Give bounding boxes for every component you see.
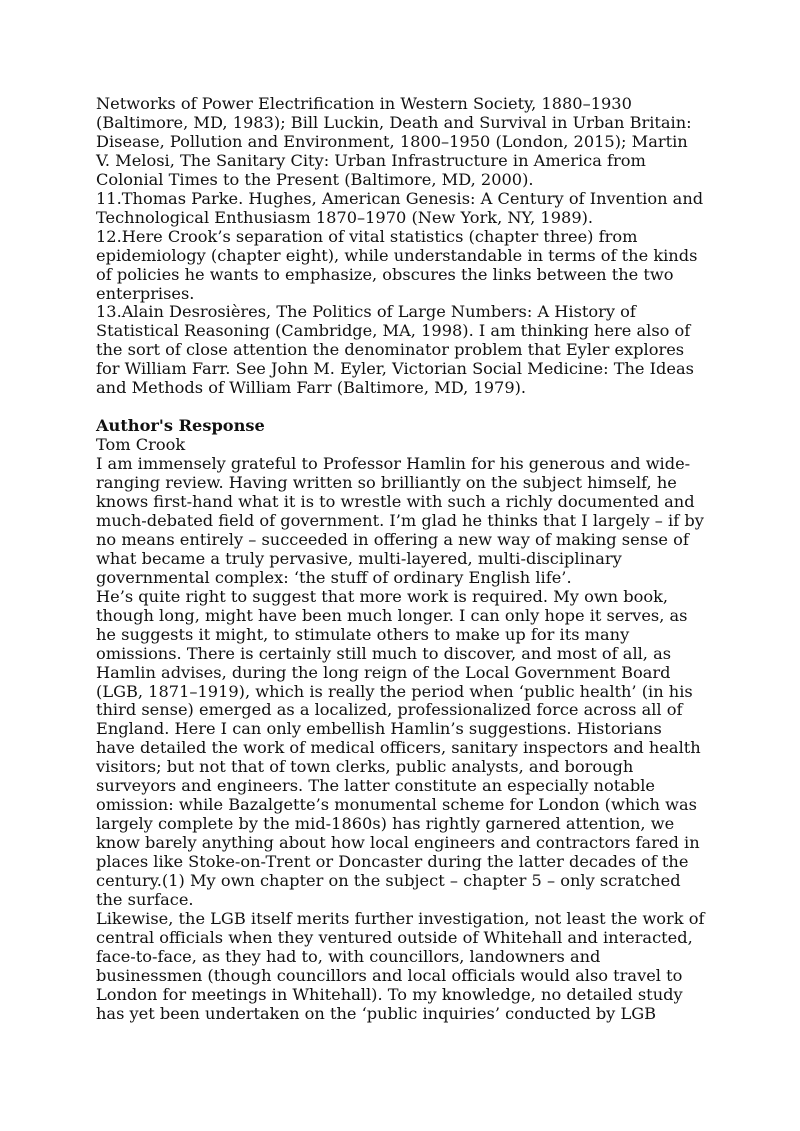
spacer	[96, 398, 716, 417]
footnote-13: 13.Alain Desrosières, The Politics of Large Numbers: A History of Statistical Reasoning (Cambridge, MA, 1998). I am thinking here also of the sort of close attention the denominator problem that Eyler explores for William Farr. See John M. Eyler, Victorian Social Medicine: The Ideas and Methods of William Farr (Baltimore, MD, 1979).	[96, 302, 694, 398]
footnote-11: 11.Thomas Parke. Hughes, American Genesis: A Century of Invention and Technological Enthusiasm 1870–1970 (New York, NY, 1989).	[96, 188, 704, 227]
footnote-continued: Networks of Power Electrification in Western Society, 1880–1930 (Baltimore, MD, 1983); Bill Luckin, Death and Survival in Urban Britain: Disease, Pollution and Environment, 1800–1950 (London, 2015); Martin V. Melosi, The Sanitary City: Urban Infrastructure in America from Colonial Times to the Present (Baltimore, MD, 2000).	[96, 94, 692, 189]
section-heading: Author's Response	[96, 416, 265, 436]
footnote-12: 12.Here Crook’s separation of vital statistics (chapter three) from epidemiology (chapter eight), while understandable in terms of the kinds of policies he wants to emphasize, obscures the links between the two enterprises.	[96, 226, 698, 303]
response-paragraph-1: I am immensely grateful to Professor Hamlin for his generous and wide- ranging review. Having written so brilliantly on the subject himself, he knows first-hand what it is to wrestle with such a richly documented and much-debated field of government. I’m glad he thinks that I largely – if by no means entirely – succeeded in offering a new way of making sense of what became a truly pervasive, multi-layered, multi-disciplinary governmental complex: ‘the stuff of ordinary English life’.	[96, 454, 704, 587]
response-paragraph-3: Likewise, the LGB itself merits further investigation, not least the work of central officials when they ventured outside of Whitehall and interacted, face-to-face, as they had to, with councillors, landowners and businessmen (though councillors and local officials would also travel to London for meetings in Whitehall). To my knowledge, no detailed study has yet been undertaken on the ‘public inquiries’ conducted by LGB	[96, 908, 705, 1023]
document-page	[96, 95, 716, 1024]
author-name: Tom Crook	[96, 435, 186, 455]
response-paragraph-2: He’s quite right to suggest that more work is required. My own book, though long, might have been much longer. I can only hope it serves, as he suggests it might, to stimulate others to make up for its many omissions. There is certainly still much to discover, and most of all, as Hamlin advises, during the long reign of the Local Government Board (LGB, 1871–1919), which is really the period when ‘public health’ (in his third sense) emerged as a localized, professionalized force across all of England. Here I can only embellish Hamlin’s suggestions. Historians have detailed the work of medical officers, sanitary inspectors and health visitors; but not that of town clerks, public analysts, and borough surveyors and engineers. The latter constitute an especially notable omission: while Bazalgette’s monumental scheme for London (which was largely complete by the mid-1860s) has rightly garnered attention, we know barely anything about how local engineers and contractors fared in places like Stoke-on-Trent or Doncaster during the latter decades of the century.(1) My own chapter on the subject – chapter 5 – only scratched the surface.	[96, 586, 701, 910]
